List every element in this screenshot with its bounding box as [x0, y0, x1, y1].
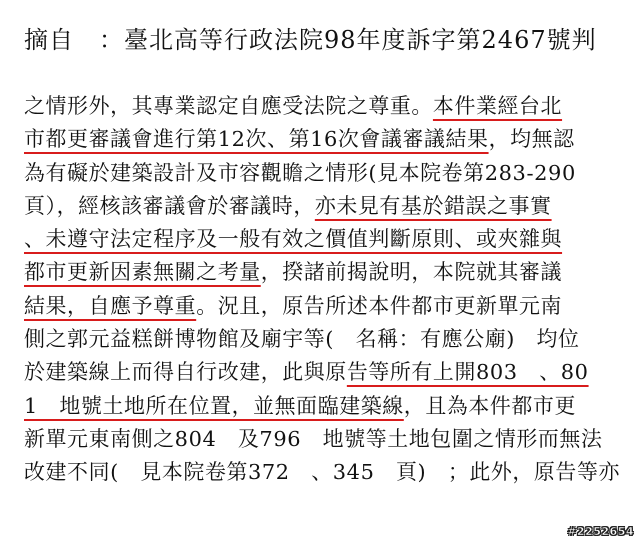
text-line [24, 256, 632, 289]
text-segment: 新單元東南側之804 及796 地號等土地包圍之情形而無法 [24, 426, 603, 451]
text-segment: 頁），經核該審議會於審議時， [24, 193, 315, 218]
document-title: 摘自 ：臺北高等行政法院98年度訴字第2467號判 [24, 26, 597, 54]
text-line [24, 423, 632, 456]
text-segment: 。況且，原告所述本件都市更新單元南 [196, 293, 563, 318]
text-line [24, 356, 632, 389]
underlined-passage: 結果，自應予尊重 [24, 293, 197, 318]
underlined-passage: 告等所有上開803 、80 [346, 360, 589, 385]
underlined-passage: 本件業經台北 [432, 94, 563, 118]
text-line [24, 157, 632, 190]
text-line [24, 223, 632, 256]
text-line [24, 290, 632, 323]
watermark-id: #2252654 [567, 525, 634, 538]
text-line [24, 390, 632, 423]
underlined-passage: 亦未見有基於錯誤之事實 [314, 193, 552, 218]
text-line [24, 323, 632, 356]
text-segment: ，均無認 [488, 127, 575, 152]
text-segment: 改建不同( 見本院卷第372 、345 頁) ；此外，原告等亦 [24, 460, 620, 485]
underlined-passage: 都市更新因素無關之考量 [24, 260, 261, 285]
underlined-passage: 1 地號土地所在位置，並無面臨建築線 [24, 393, 404, 418]
text-line [24, 190, 632, 223]
text-segment: ，且為本件都市更 [403, 393, 576, 418]
text-segment: ，揆諸前揭說明，本院就其審議 [260, 260, 563, 285]
text-line [24, 90, 632, 123]
text-line [24, 123, 632, 156]
underlined-passage: 、未遵守法定程序及一般有效之價值判斷原則、或夾雜與 [24, 227, 563, 252]
text-segment: 側之郭元益糕餅博物館及廟宇等( 名稱：有應公廟) 均位 [24, 327, 580, 352]
text-segment: 為有礙於建築設計及市容觀瞻之情形(見本院卷第283-290 [24, 160, 576, 185]
judgment-excerpt [24, 90, 632, 490]
underlined-passage: 市都更審議會進行第12次、第16次會議審議結果 [24, 127, 489, 152]
text-line [24, 456, 632, 489]
text-segment: 於建築線上而得自行改建，此與原 [24, 360, 347, 385]
text-segment: 之情形外，其專業認定自應受法院之尊重。 [24, 94, 433, 118]
